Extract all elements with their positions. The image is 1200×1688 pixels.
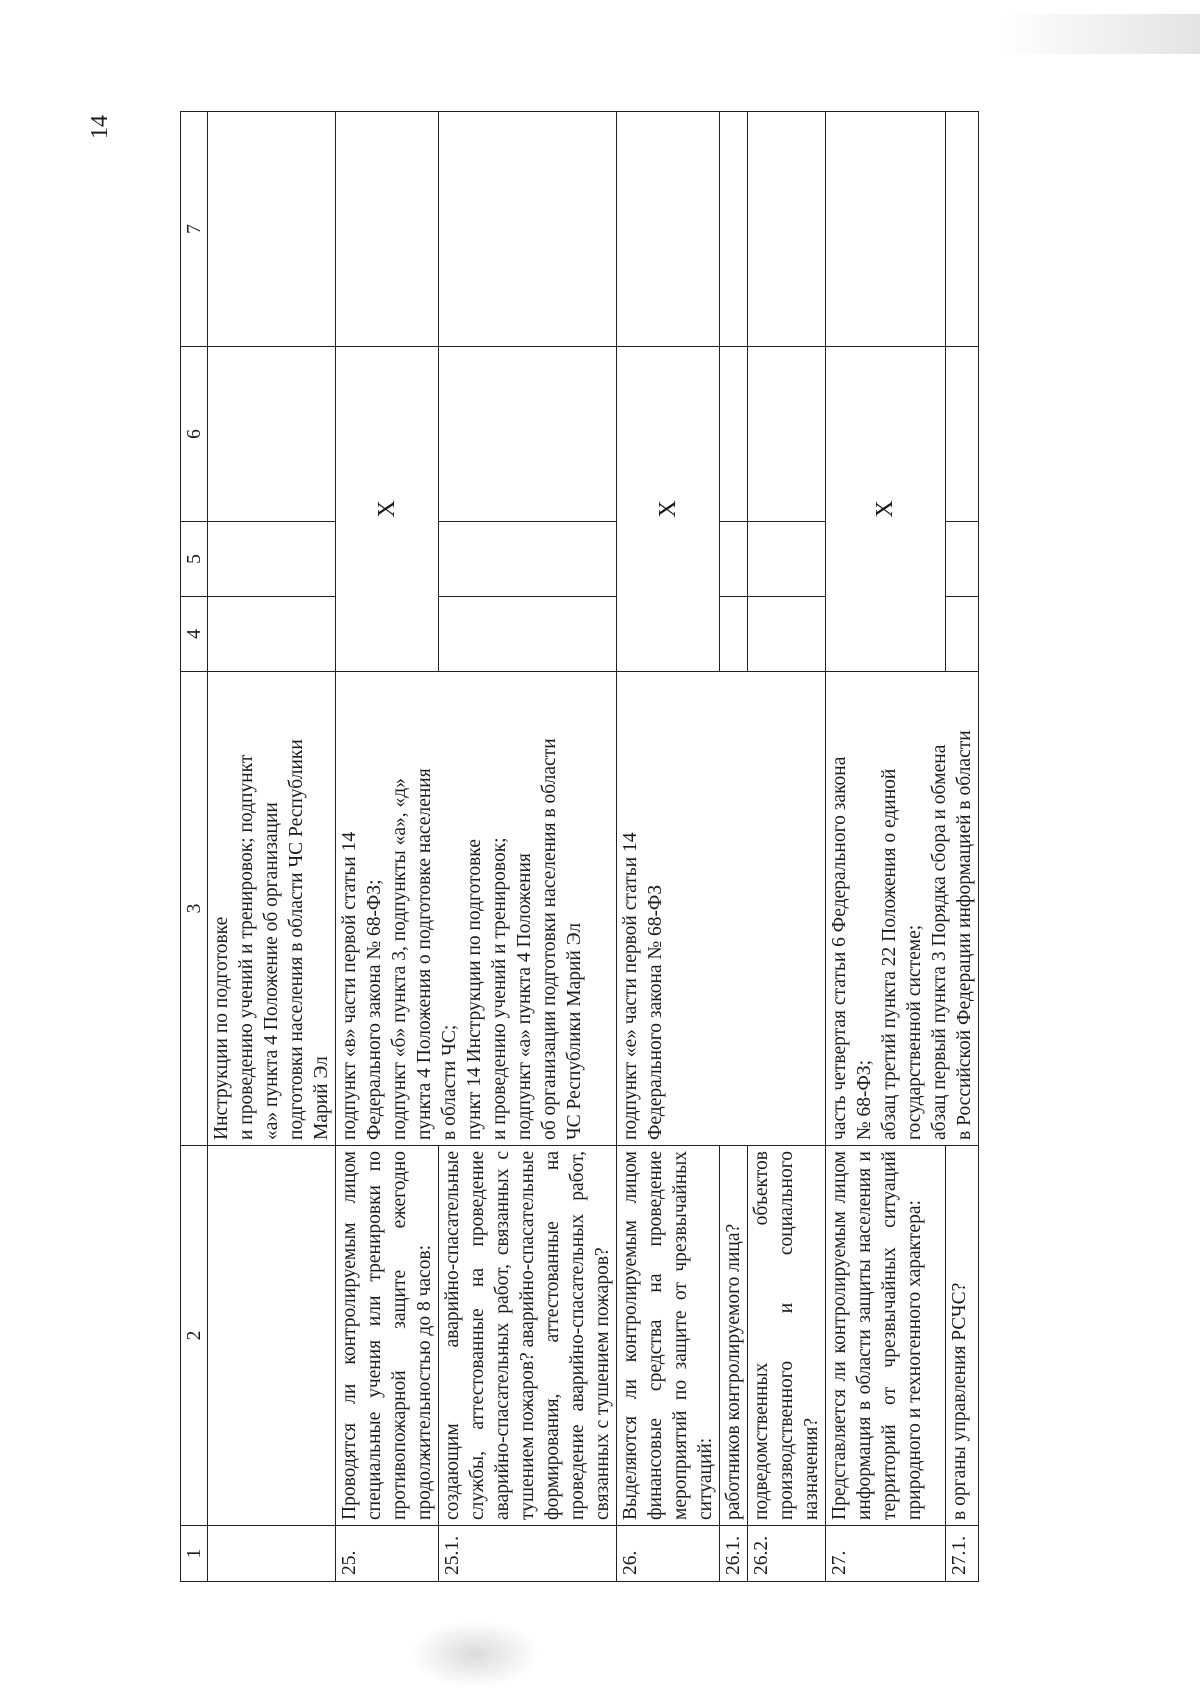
question-text: работников контролируемого лица? <box>720 1146 748 1526</box>
checklist-table <box>180 111 979 1582</box>
legal-basis-cell: подпункт «в» части первой статьи 14 Федерального закона № 68-ФЗ; подпункт «б» пункта 3, подпункты «а», «д» пункта 4 Положения о подготовке населения в области ЧС; пункт 14 Инструкции по подготовке и проведению учений и тренировок; подпункт «а» пункта 4 Положения об организации подготовки населения в области ЧС Республики Марий Эл <box>336 672 617 1146</box>
not-applicable-mark: X <box>336 347 439 672</box>
table-row <box>617 112 720 1582</box>
item-number: 26.2. <box>748 1526 826 1582</box>
question-text: Проводятся ли контролируемым лицом специальные учения или тренировки по противопожарной защите ежегодно продолжительностью до 8 часов: <box>336 1146 439 1526</box>
column-number: 7 <box>181 112 208 347</box>
legal-basis-cell: подпункт «е» части первой статьи 14 Федерального закона № 68-ФЗ <box>617 672 826 1146</box>
legal-basis-cell: Инструкции по подготовке и проведению учений и тренировок; подпункт «а» пункта 4 Положение об организации подготовки населения в области ЧС Республики Марий Эл <box>208 672 336 1146</box>
column-number: 4 <box>181 597 208 672</box>
item-number: 26.1. <box>720 1526 748 1582</box>
item-number: 25.1. <box>439 1526 617 1582</box>
item-number: 27.1. <box>946 1526 979 1582</box>
item-number: 26. <box>617 1526 720 1582</box>
legal-basis-cell: часть четвертая статьи 6 Федерального закона № 68-ФЗ; абзац третий пункта 22 Положения о единой государственной системе; абзац первый пункта 3 Порядка сбора и обмена в Российской Федерации информацией в области <box>826 672 979 1146</box>
table-row <box>336 112 439 1582</box>
question-text: Представляется ли контролируемым лицом информация в области защиты населения и территорий от чрезвычайных ситуаций природного и техногенного характера: <box>826 1146 946 1526</box>
column-number: 6 <box>181 347 208 522</box>
column-number: 2 <box>181 1146 208 1526</box>
rotated-page-content <box>180 112 1110 1582</box>
page-number: 14 <box>87 115 113 139</box>
table-row <box>826 112 946 1582</box>
not-applicable-mark: X <box>826 347 946 672</box>
not-applicable-mark: X <box>617 347 720 672</box>
question-text: в органы управления РСЧС? <box>946 1146 979 1526</box>
column-number: 1 <box>181 1526 208 1582</box>
column-number: 5 <box>181 522 208 597</box>
question-text: Выделяются ли контролируемым лицом финансовые средства на проведение мероприятий по защите от чрезвычайных ситуаций: <box>617 1146 720 1526</box>
item-number: 27. <box>826 1526 946 1582</box>
question-text: создающим аварийно-спасательные службы, аттестованные на проведение аварийно-спасательных работ, связанных с тушением пожаров? аварийно-спасательные формирования, аттестованные на проведение аварийно-спасательных работ, связанных с тушением пожаров? <box>439 1146 617 1526</box>
question-text: подведомственных объектов производственного и социального назначения? <box>748 1146 826 1526</box>
table-row-continuation <box>208 112 336 1582</box>
scan-shadow-bottom <box>410 1620 540 1688</box>
column-number: 3 <box>181 672 208 1146</box>
item-number: 25. <box>336 1526 439 1582</box>
table-header-row <box>181 112 208 1582</box>
scan-shadow-top <box>1000 14 1200 54</box>
